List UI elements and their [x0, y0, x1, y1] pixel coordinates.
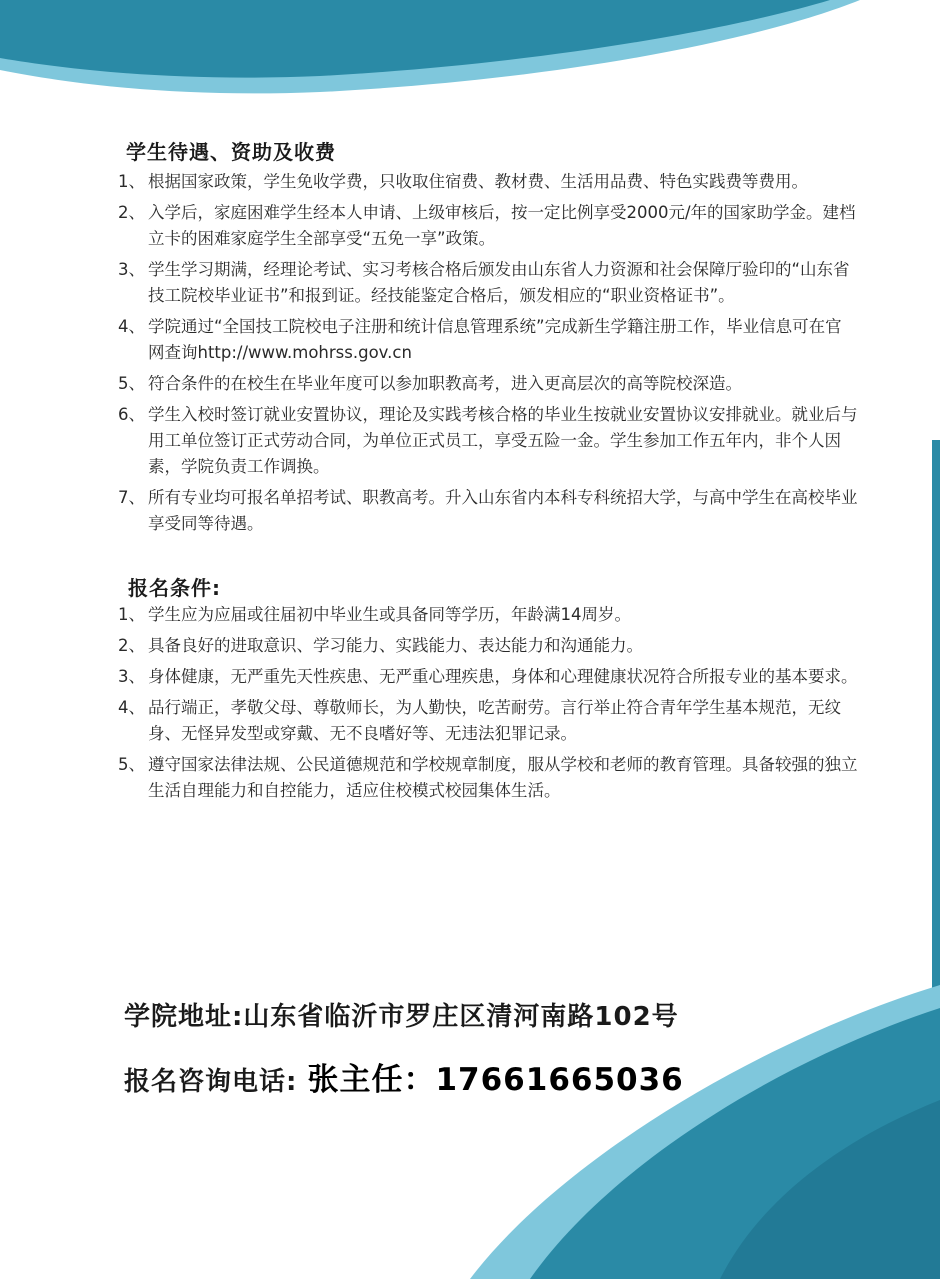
item-text: 入学后，家庭困难学生经本人申请、上级审核后，按一定比例享受2000元/年的国家助学金。建档立卡的困难家庭学生全部享受“五免一享”政策。: [148, 203, 856, 248]
item-text: 遵守国家法律法规、公民道德规范和学校规章制度，服从学校和老师的教育管理。具备较强的独立生活自理能力和自控能力，适应住校模式校园集体生活。: [148, 755, 858, 800]
item-number: 4、: [118, 698, 145, 717]
item-number: 2、: [118, 636, 145, 655]
list-item: [118, 371, 858, 397]
list-item: [118, 664, 858, 690]
address-line: [124, 996, 679, 1033]
address-value: 山东省临沂市罗庄区清河南路102号: [243, 1002, 679, 1032]
item-text: 学生应为应届或往届初中毕业生或具备同等学历，年龄满14周岁。: [148, 605, 631, 624]
item-number: 5、: [118, 755, 145, 774]
item-text: 所有专业均可报名单招考试、职教高考。升入山东省内本科专科统招大学，与高中学生在高校毕业享受同等待遇。: [148, 488, 858, 533]
item-text: 学院通过“全国技工院校电子注册和统计信息管理系统”完成新生学籍注册工作，毕业信息可在官网查询http://www.mohrss.gov.cn: [148, 317, 842, 362]
requirements-title: 报名条件:: [128, 576, 221, 600]
contact-person: 张主任：: [307, 1062, 436, 1098]
item-text: 学生学习期满，经理论考试、实习考核合格后颁发由山东省人力资源和社会保障厅验印的“山东省技工院校毕业证书”和报到证。经技能鉴定合格后，颁发相应的“职业资格证书”。: [148, 260, 850, 305]
list-item: [118, 402, 858, 480]
list-item: [118, 633, 858, 659]
list-item: [118, 169, 858, 195]
item-text: 符合条件的在校生在毕业年度可以参加职教高考，进入更高层次的高等院校深造。: [148, 374, 742, 393]
item-number: 4、: [118, 317, 145, 336]
item-text: 根据国家政策，学生免收学费，只收取住宿费、教材费、生活用品费、特色实践费等费用。: [148, 172, 808, 191]
item-text: 学生入校时签订就业安置协议，理论及实践考核合格的毕业生按就业安置协议安排就业。就业后与用工单位签订正式劳动合同，为单位正式员工，享受五险一金。学生参加工作五年内，非个人因素，学院负责工作调换。: [148, 405, 858, 476]
benefits-title: 学生待遇、资助及收费: [126, 140, 336, 164]
list-item: [118, 752, 858, 804]
item-number: 1、: [118, 605, 145, 624]
list-item: [118, 485, 858, 537]
item-number: 5、: [118, 374, 145, 393]
item-number: 7、: [118, 488, 145, 507]
phone-line: [124, 1054, 684, 1099]
item-number: 3、: [118, 260, 145, 279]
item-number: 1、: [118, 172, 145, 191]
item-number: 2、: [118, 203, 145, 222]
list-item: [118, 695, 858, 747]
item-text: 品行端正，孝敬父母、尊敬师长，为人勤快，吃苦耐劳。言行举止符合青年学生基本规范，无纹身、无怪异发型或穿戴、无不良嗜好等、无违法犯罪记录。: [148, 698, 841, 743]
address-label: 学院地址:: [124, 1002, 244, 1032]
item-text: 身体健康，无严重先天性疾患、无严重心理疾患，身体和心理健康状况符合所报专业的基本要求。: [148, 667, 858, 686]
item-number: 6、: [118, 405, 145, 424]
benefits-list: [118, 169, 858, 542]
item-number: 3、: [118, 667, 145, 686]
requirements-list: [118, 602, 858, 809]
list-item: [118, 314, 858, 366]
phone-label: 报名咨询电话:: [124, 1067, 298, 1097]
item-text: 具备良好的进取意识、学习能力、实践能力、表达能力和沟通能力。: [148, 636, 643, 655]
list-item: [118, 257, 858, 309]
phone-number: 17661665036: [435, 1062, 684, 1098]
list-item: [118, 200, 858, 252]
list-item: [118, 602, 858, 628]
